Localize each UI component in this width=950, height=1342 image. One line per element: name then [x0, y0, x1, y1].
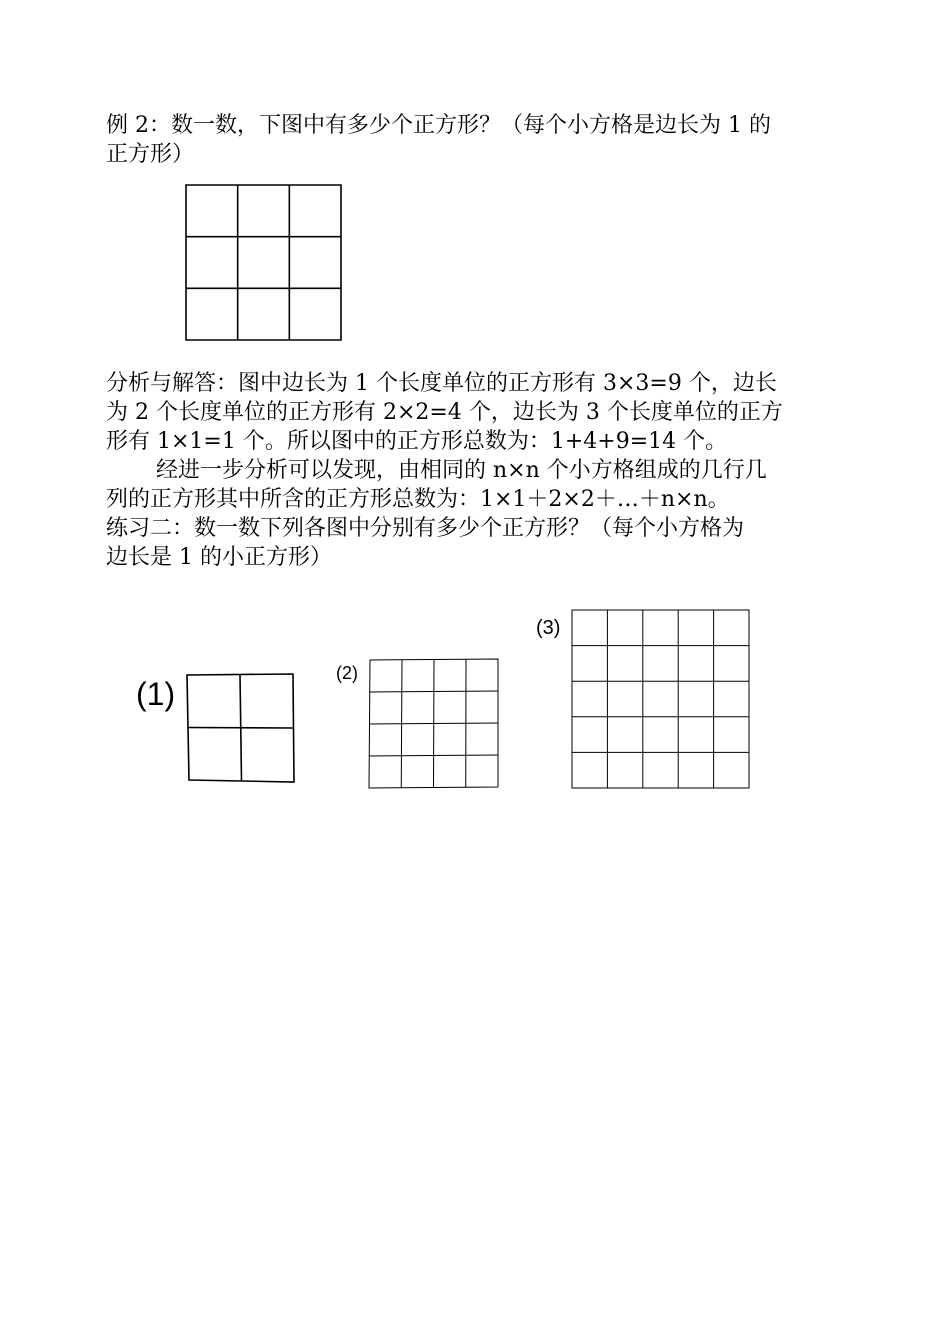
grid-horizontal-line: [188, 728, 294, 729]
analysis-line-2: 为 2 个长度单位的正方形有 2×2=4 个，边长为 3 个长度单位的正方: [106, 400, 783, 425]
analysis-line-1: 分析与解答：图中边长为 1 个长度单位的正方形有 3×3=9 个，边长: [106, 371, 777, 396]
analysis-line-4: 经进一步分析可以发现，由相同的 n×n 个小方格组成的几行几: [156, 458, 767, 483]
example-grid-3x3: [185, 184, 342, 341]
figure-2-label: (2): [336, 663, 358, 683]
analysis-line-5: 列的正方形其中所含的正方形总数为：1×1＋2×2＋…＋n×n。: [106, 487, 730, 512]
figure-2-grid: [368, 658, 500, 790]
grid-outline: [572, 610, 749, 788]
figure-1-label: (1): [136, 676, 176, 712]
example-line-1: 例 2：数一数，下图中有多少个正方形？（每个小方格是边长为 1 的: [106, 113, 771, 138]
grid-horizontal-line: [370, 723, 499, 724]
grid-outline: [186, 185, 341, 340]
analysis-line-3: 形有 1×1=1 个。所以图中的正方形总数为：1+4+9=14 个。: [106, 429, 728, 454]
figure-1-grid: [186, 673, 296, 783]
analysis-answer: [106, 369, 848, 572]
example-line-2: 正方形）: [106, 142, 195, 167]
figure-3-label: (3): [536, 617, 561, 639]
practice-line-2: 边长是 1 的小正方形）: [106, 545, 332, 570]
grid-horizontal-line: [370, 691, 498, 692]
grid-horizontal-line: [369, 755, 498, 756]
example-question: [106, 111, 848, 169]
figure-3-grid: [571, 609, 750, 789]
practice-line-1: 练习二：数一数下列各图中分别有多少个正方形？（每个小方格为: [106, 516, 745, 541]
